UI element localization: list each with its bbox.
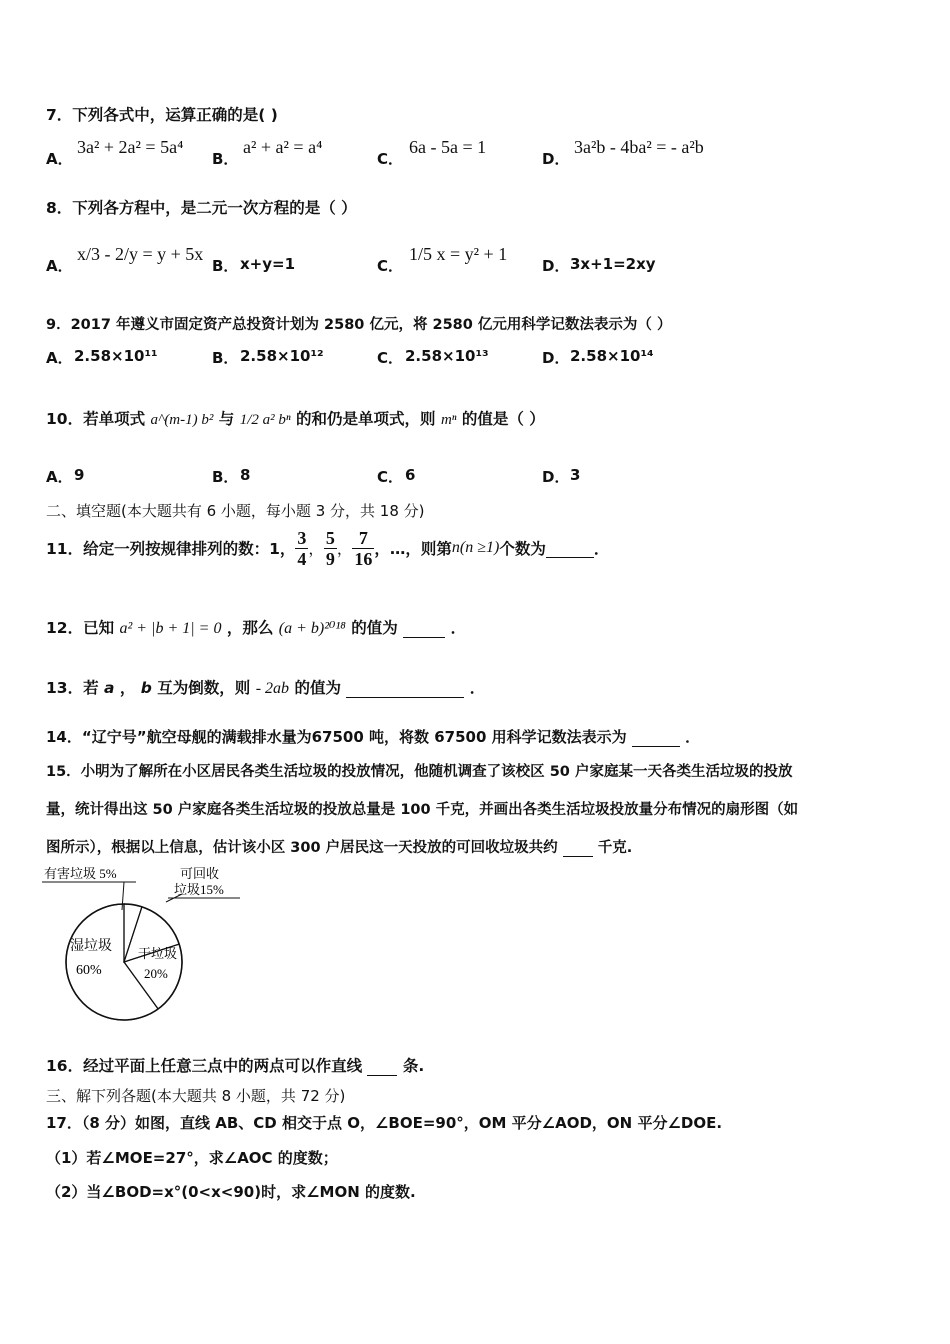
q14-text-b: ． — [685, 728, 701, 746]
q13-answer-blank[interactable] — [346, 679, 464, 698]
q12-text-b: ，那么 — [226, 619, 274, 637]
q10-expr3: mⁿ — [440, 412, 457, 428]
q11-text-d: ． — [593, 540, 610, 558]
question-13 — [46, 676, 485, 698]
q8-option-a-label: A． — [46, 257, 73, 275]
q13-text-f: 的值为 — [294, 679, 341, 697]
q11-fraction-7-16: $\frac{7}{16}$ — [354, 527, 373, 569]
q9-option-a-expr: 2.58×10¹¹ — [74, 347, 158, 365]
q13-text-e: 互为倒数，则 — [157, 679, 251, 697]
q15-line-2: 量，统计得出这 50 户家庭各类生活垃圾的投放总量是 100 千克，并画出各类生活垃圾投放量分布情况的扇形图（如 — [46, 802, 799, 818]
question-11: 11．给定一列按规律排列的数：1， $\frac{3}{4}$ ， $\frac{5}{9}$ ， $\frac{7}{16}$ ，…，则第 n(n ≥1) 个数为 ． — [46, 527, 610, 569]
question-9-stem: 9．2017 年遵义市固定资产总投资计划为 2580 亿元，将 2580 亿元用科学记数法表示为（ ） — [46, 317, 672, 333]
q15-line-1: 15．小明为了解所在小区居民各类生活垃圾的投放情况，他随机调查了该校区 50 户家庭某一天各类生活垃圾的投放 — [46, 764, 793, 780]
q8-option-c-expr: 1/5 x = y² + 1 — [409, 244, 508, 264]
q11-text-b: ，…，则第 — [374, 540, 452, 558]
q15-text-3b: 千克. — [597, 840, 633, 856]
q10-option-d-expr: 3 — [570, 466, 581, 484]
pie-label-dry-line1: 干垃圾 — [138, 946, 178, 961]
q14-answer-blank[interactable] — [632, 728, 680, 747]
q12-answer-blank[interactable] — [403, 619, 445, 638]
q14-text-a: 14．“辽宁号”航空母舰的满载排水量为67500 吨，将数 67500 用科学记数法表示为 — [46, 728, 627, 746]
q10-text-c: 的和仍是单项式，则 — [296, 410, 436, 428]
q9-option-a-label: A． — [46, 349, 73, 367]
q9-option-d-expr: 2.58×10¹⁴ — [570, 347, 654, 365]
q15-answer-blank[interactable] — [563, 840, 593, 857]
q7-option-b-label: B． — [212, 150, 239, 168]
q10-text-a: 10．若单项式 — [46, 410, 146, 428]
q10-option-b-label: B． — [212, 468, 239, 486]
q8-option-d-expr: 3x+1=2xy — [570, 255, 656, 273]
q9-option-b-label: B． — [212, 349, 239, 367]
pie-label-wet-line2: 60% — [76, 963, 102, 978]
q10-option-b-expr: 8 — [240, 466, 251, 484]
q11-text-a: 11．给定一列按规律排列的数：1， — [46, 540, 296, 558]
q10-expr1: a^(m-1) b² — [150, 412, 214, 428]
pie-label-recyclable-line2: 垃圾15% — [174, 882, 224, 897]
q9-option-c-expr: 2.58×10¹³ — [405, 347, 489, 365]
q8-option-b-expr: x+y=1 — [240, 255, 296, 273]
q8-option-c-label: C． — [377, 257, 404, 275]
pie-label-wet-line1: 湿垃圾 — [70, 939, 112, 954]
q12-text-d: ． — [450, 619, 467, 637]
q11-condition: n(n ≥1) — [451, 539, 500, 556]
q13-var-b: b — [140, 679, 152, 697]
q10-option-a-label: A． — [46, 468, 73, 486]
q10-option-d-label: D． — [542, 468, 570, 486]
q15-text-3a: 图所示），根据以上信息，估计该小区 300 户居民这一天投放的可回收垃圾共约 — [46, 840, 558, 856]
q10-option-c-label: C． — [377, 468, 404, 486]
pie-label-hazardous: 有害垃圾 5% — [44, 866, 117, 881]
q12-text-c: 的值为 — [351, 619, 398, 637]
q7-option-a-expr: 3a² + 2a² = 5a⁴ — [77, 137, 184, 157]
question-10-stem — [46, 407, 545, 429]
q16-text-b: 条. — [402, 1057, 425, 1075]
q13-expr: - 2ab — [255, 680, 290, 697]
q13-text-g: ． — [469, 679, 486, 697]
question-7-stem: 7．下列各式中，运算正确的是( ) — [46, 106, 278, 124]
question-14 — [46, 726, 700, 747]
q13-comma: ， — [119, 679, 136, 697]
q10-text-d: 的值是（ ） — [461, 410, 545, 428]
q7-option-d-expr: 3a²b - 4ba² = - a²b — [574, 137, 704, 157]
q13-var-a: a — [103, 679, 115, 697]
q7-option-a-label: A． — [46, 150, 73, 168]
question-17-stem: 17．（8 分）如图，直线 AB、CD 相交于点 O，∠BOE=90°，OM 平分∠AOD，ON 平分∠DOE. — [46, 1114, 723, 1132]
pie-label-recyclable-line1: 可回收 — [180, 866, 220, 881]
q9-option-d-label: D． — [542, 349, 570, 367]
q12-text-a: 12．已知 — [46, 619, 115, 637]
q17-part-1: （1）若∠MOE=27°，求∠AOC 的度数； — [46, 1149, 338, 1167]
question-16 — [46, 1054, 424, 1076]
section-2-heading: 二、填空题(本大题共有 6 小题，每小题 3 分，共 18 分) — [46, 502, 425, 520]
q11-answer-blank[interactable] — [546, 539, 594, 558]
q11-fraction-5-9: $\frac{5}{9}$ — [325, 527, 335, 569]
q13-text-a: 13．若 — [46, 679, 99, 697]
q11-fraction-3-4: $\frac{3}{4}$ — [297, 527, 307, 569]
q15-line-3 — [46, 836, 632, 857]
question-8-stem: 8．下列各方程中，是二元一次方程的是（ ） — [46, 199, 357, 217]
q10-option-a-expr: 9 — [74, 466, 85, 484]
q10-option-c-expr: 6 — [405, 466, 416, 484]
q10-expr2: 1/2 a² bⁿ — [239, 412, 291, 428]
q12-expr2: (a + b)²⁰¹⁸ — [278, 620, 346, 637]
garbage-pie-chart — [40, 862, 250, 1022]
question-12 — [46, 616, 466, 638]
pie-label-dry-line2: 20% — [144, 966, 168, 981]
q7-option-c-expr: 6a - 5a = 1 — [409, 137, 487, 157]
q12-expr1: a² + |b + 1| = 0 — [119, 620, 222, 637]
q7-option-d-label: D． — [542, 150, 570, 168]
q9-option-c-label: C． — [377, 349, 404, 367]
q7-option-b-expr: a² + a² = a⁴ — [243, 137, 323, 157]
q8-option-d-label: D． — [542, 257, 570, 275]
q11-text-c: 个数为 — [499, 540, 546, 558]
q9-option-b-expr: 2.58×10¹² — [240, 347, 324, 365]
q8-option-b-label: B． — [212, 257, 239, 275]
q16-text-a: 16．经过平面上任意三点中的两点可以作直线 — [46, 1057, 363, 1075]
q7-option-c-label: C． — [377, 150, 404, 168]
q8-option-a-expr: x/3 - 2/y = y + 5x — [77, 244, 204, 264]
q16-answer-blank[interactable] — [367, 1057, 397, 1076]
q10-text-b: 与 — [218, 410, 235, 428]
section-3-heading: 三、解下列各题(本大题共 8 小题，共 72 分) — [46, 1087, 346, 1105]
q17-part-2: （2）当∠BOD=x°(0<x<90)时，求∠MON 的度数. — [46, 1183, 416, 1201]
